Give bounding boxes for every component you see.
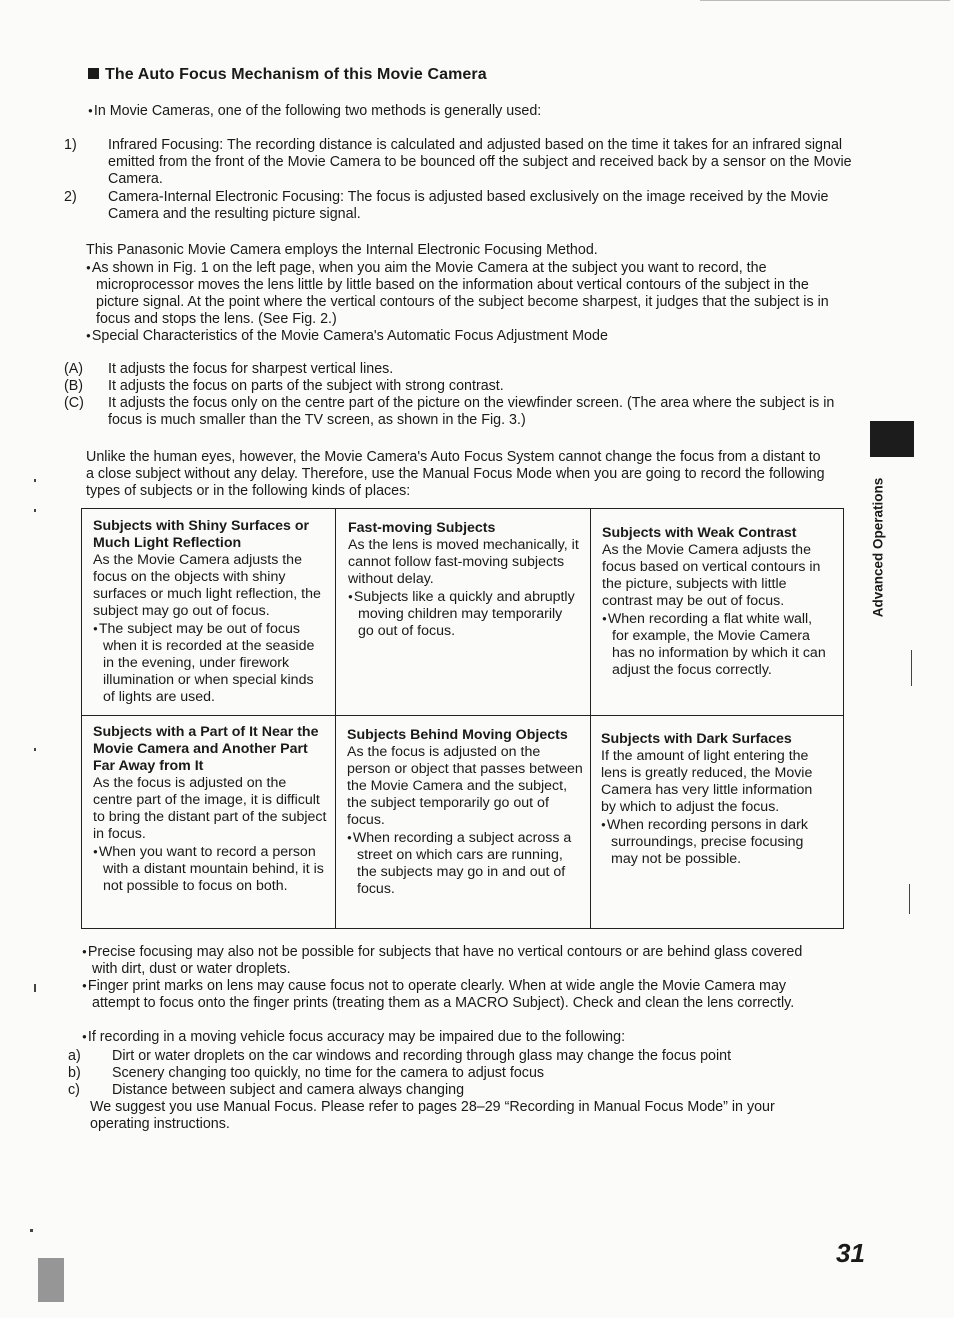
note-text: Precise focusing may also not be possible for subjects that have no vertical contours or are behind glass covered with dirt, dust or water droplets. bbox=[87, 944, 803, 977]
vehicle-item-c bbox=[68, 1082, 842, 1099]
cell-bullet-text: When you want to record a person with a distant mountain behind, it is not possible to focus on both. bbox=[98, 844, 324, 894]
square-bullet-icon bbox=[88, 68, 99, 79]
special-paragraph bbox=[86, 327, 844, 345]
method-number: 1) bbox=[64, 137, 77, 153]
cell-body: As the focus is adjusted on the person or object that passes between the Movie Camera and the subject, the subject temporarily go out of focus. bbox=[347, 744, 583, 828]
table-divider bbox=[590, 509, 591, 928]
method-number: 2) bbox=[64, 189, 77, 205]
cell-bullet bbox=[601, 816, 831, 868]
cell-body: As the Movie Camera adjusts the focus based on vertical contours in the picture, subjects with little contrast may be out of focus. bbox=[602, 542, 821, 609]
margin-dot bbox=[34, 479, 36, 482]
method-text: Infrared Focusing: The recording distance is calculated and adjusted based on the time it takes for an infrared signal emitted from the front of the Movie Camera to be bounced off the subject and received back by a sensor on the Movie Camera. bbox=[108, 137, 852, 187]
margin-dot bbox=[34, 509, 36, 512]
characteristic-text: It adjusts the focus on parts of the subject with strong contrast. bbox=[108, 378, 504, 394]
shown-text: As shown in Fig. 1 on the left page, when you aim the Movie Camera at the subject you want to record, the microprocessor moves the lens little by little based on the information about vertical contours of the subject in the picture signal. At the point where the vertical contours of the subject become sharpest, it judges that the subject is in focus and stops the lens. (See Fig. 2.) bbox=[91, 260, 829, 327]
section-heading-text: The Auto Focus Mechanism of this Movie Camera bbox=[105, 66, 487, 83]
note-1 bbox=[82, 943, 822, 978]
special-text: Special Characteristics of the Movie Camera's Automatic Focus Adjustment Mode bbox=[91, 328, 608, 344]
cell-bullet bbox=[348, 588, 580, 640]
scan-corner-mark bbox=[38, 1258, 64, 1302]
cell-bullet-text: The subject may be out of focus when it is recorded at the seaside in the evening, under firework illumination or when special kinds of lights are used. bbox=[98, 621, 315, 705]
characteristic-label: (B) bbox=[64, 378, 84, 394]
vehicle-item-text: Distance between subject and camera always changing bbox=[112, 1082, 465, 1098]
characteristic-label: (C) bbox=[64, 395, 84, 411]
table-divider bbox=[335, 509, 336, 928]
top-edge-rule bbox=[700, 0, 950, 1]
cell-title: Fast-moving Subjects bbox=[348, 520, 496, 536]
margin-dot bbox=[30, 1229, 33, 1232]
cell-body: As the Movie Camera adjusts the focus on the objects with shiny surfaces or much light reflection, the subject may go out of focus. bbox=[93, 552, 321, 619]
cell-bullet-text: When recording a flat white wall, for example, the Movie Camera has no information by which it can adjust the focus correctly. bbox=[607, 611, 826, 678]
vehicle-item-b bbox=[68, 1065, 842, 1082]
cell-bullet bbox=[93, 620, 329, 706]
cell-body: As the focus is adjusted on the centre part of the image, it is difficult to bring the distant part of the subject in focus. bbox=[93, 775, 327, 842]
note-text: If recording in a moving vehicle focus accuracy may be impaired due to the following: bbox=[87, 1029, 626, 1045]
table-cell bbox=[93, 724, 329, 895]
cell-body: As the lens is moved mechanically, it cannot follow fast-moving subjects without delay. bbox=[348, 537, 579, 587]
vehicle-item-text: Dirt or water droplets on the car windows and recording through glass may change the focus point bbox=[112, 1048, 732, 1064]
method-1 bbox=[64, 137, 856, 188]
margin-dot bbox=[34, 748, 36, 751]
right-edge-line bbox=[911, 650, 912, 686]
cell-bullet-text: When recording persons in dark surroundings, precise focusing may not be possible. bbox=[606, 817, 808, 867]
cell-title: Subjects with Shiny Surfaces or Much Light Reflection bbox=[93, 518, 310, 551]
right-edge-line bbox=[909, 884, 910, 914]
cell-title: Subjects Behind Moving Objects bbox=[347, 727, 568, 743]
characteristic-a bbox=[64, 361, 848, 378]
table-divider bbox=[82, 715, 843, 716]
table-cell bbox=[602, 525, 832, 679]
intro-text: In Movie Cameras, one of the following two methods is generally used: bbox=[93, 103, 542, 119]
note-text: Finger print marks on lens may cause focus not to operate clearly. When at wide angle the Movie Camera may attempt to focus onto the finger prints (treating them as a MACRO Subject). Check and clean the lens correctly. bbox=[87, 978, 795, 1011]
table-cell bbox=[348, 520, 580, 640]
cell-body: If the amount of light entering the lens is greatly reduced, the Movie Camera has very little information by which to adjust the focus. bbox=[601, 748, 813, 815]
note-2 bbox=[82, 977, 828, 1012]
suggest-paragraph: We suggest you use Manual Focus. Please refer to pages 28–29 “Recording in Manual Focus Mode” in your operating instructions. bbox=[90, 1099, 775, 1132]
cell-title: Subjects with a Part of It Near the Movie Camera and Another Part Far Away from It bbox=[93, 724, 319, 774]
section-tab-marker bbox=[870, 421, 914, 457]
vehicle-item-a bbox=[68, 1048, 842, 1065]
section-heading bbox=[88, 66, 487, 84]
cell-title: Subjects with Dark Surfaces bbox=[601, 731, 792, 747]
cell-bullet bbox=[347, 829, 583, 898]
characteristic-label: (A) bbox=[64, 361, 84, 377]
table-cell bbox=[347, 727, 583, 898]
cell-bullet bbox=[602, 610, 832, 679]
characteristic-text: It adjusts the focus for sharpest vertical lines. bbox=[108, 361, 394, 377]
margin-dot bbox=[34, 984, 36, 992]
characteristic-text: It adjusts the focus only on the centre part of the picture on the viewfinder screen. (The area where the subject is in focus is much smaller than the TV screen, as shown in the Fig. 3.) bbox=[108, 395, 835, 428]
vehicle-item-label: a) bbox=[68, 1048, 81, 1064]
unlike-paragraph: Unlike the human eyes, however, the Movie Camera's Auto Focus System cannot change the focus from a distant to a close subject without any delay. Therefore, use the Manual Focus Mode when you are going to record the following types of subjects or in the following kinds of places: bbox=[86, 449, 825, 499]
note-3 bbox=[82, 1028, 832, 1046]
intro-paragraph bbox=[88, 102, 828, 120]
subjects-table bbox=[81, 508, 844, 929]
cell-bullet-text: Subjects like a quickly and abruptly moving children may temporarily go out of focus. bbox=[353, 589, 575, 639]
cell-bullet bbox=[93, 843, 329, 895]
cell-title: Subjects with Weak Contrast bbox=[602, 525, 797, 541]
method-2 bbox=[64, 189, 864, 223]
table-cell bbox=[601, 731, 831, 868]
method-text: Camera-Internal Electronic Focusing: The focus is adjusted based exclusively on the image received by the Movie Camera and the resulting picture signal. bbox=[108, 189, 829, 222]
vehicle-item-label: b) bbox=[68, 1065, 81, 1081]
employs-paragraph: This Panasonic Movie Camera employs the Internal Electronic Focusing Method. bbox=[86, 242, 598, 258]
side-section-label-text: Advanced Operations bbox=[870, 477, 886, 618]
characteristic-b bbox=[64, 378, 848, 395]
characteristic-c bbox=[64, 395, 852, 429]
vehicle-item-text: Scenery changing too quickly, no time for the camera to adjust focus bbox=[112, 1065, 545, 1081]
vehicle-item-label: c) bbox=[68, 1082, 80, 1098]
cell-bullet-text: When recording a subject across a street on which cars are running, the subjects may go in and out of focus. bbox=[352, 830, 572, 897]
page-number: 31 bbox=[836, 1238, 865, 1268]
shown-paragraph bbox=[86, 259, 848, 328]
table-cell bbox=[93, 518, 329, 706]
side-section-label bbox=[870, 470, 884, 626]
